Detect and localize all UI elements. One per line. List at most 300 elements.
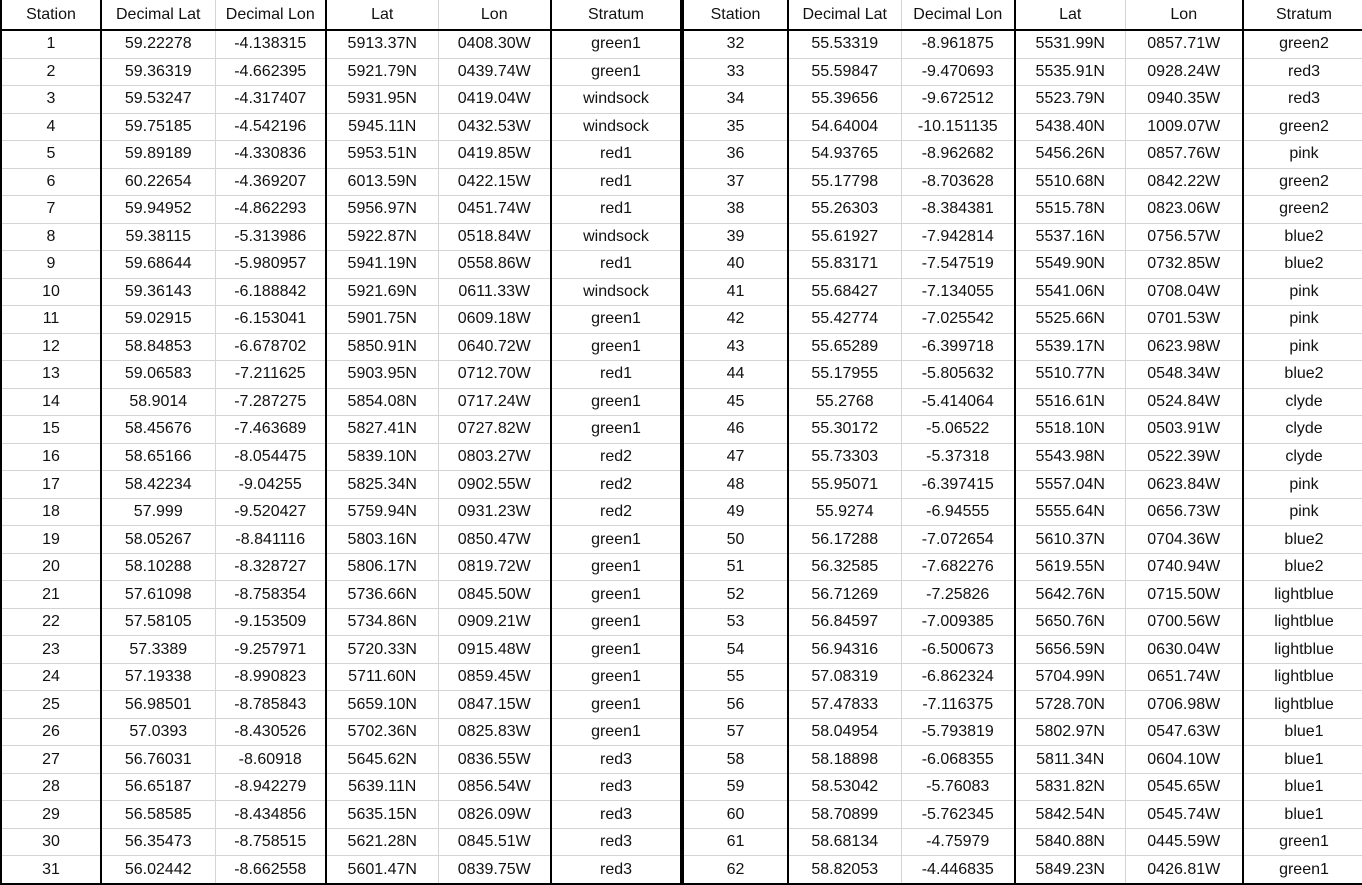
cell-lat: 5704.99N bbox=[1015, 663, 1125, 691]
cell-lat: 5541.06N bbox=[1015, 278, 1125, 306]
cell-decimal-lon: -8.384381 bbox=[901, 196, 1015, 224]
cell-station: 17 bbox=[1, 471, 101, 499]
cell-station: 61 bbox=[683, 828, 788, 856]
table-row bbox=[1, 86, 681, 114]
table-row bbox=[683, 168, 1362, 196]
table-row bbox=[1, 333, 681, 361]
column-header-station: Station bbox=[1, 0, 101, 30]
cell-lon: 0826.09W bbox=[438, 801, 551, 829]
cell-lon: 0419.04W bbox=[438, 86, 551, 114]
table-row bbox=[683, 443, 1362, 471]
cell-station: 53 bbox=[683, 608, 788, 636]
table-row bbox=[683, 278, 1362, 306]
stations-table-right bbox=[682, 0, 1362, 885]
cell-lon: 0823.06W bbox=[1125, 196, 1243, 224]
cell-lat: 5720.33N bbox=[326, 636, 438, 664]
cell-lat: 5839.10N bbox=[326, 443, 438, 471]
table-row bbox=[1, 361, 681, 389]
cell-decimal-lat: 58.82053 bbox=[788, 856, 901, 884]
table-row bbox=[683, 553, 1362, 581]
cell-decimal-lon: -7.025542 bbox=[901, 306, 1015, 334]
cell-lat: 5656.59N bbox=[1015, 636, 1125, 664]
cell-decimal-lat: 55.95071 bbox=[788, 471, 901, 499]
cell-station: 37 bbox=[683, 168, 788, 196]
cell-station: 38 bbox=[683, 196, 788, 224]
table-row bbox=[683, 856, 1362, 884]
cell-stratum: red3 bbox=[551, 856, 681, 884]
table-row bbox=[683, 86, 1362, 114]
cell-lat: 5842.54N bbox=[1015, 801, 1125, 829]
cell-lon: 0623.98W bbox=[1125, 333, 1243, 361]
header-row bbox=[1, 0, 681, 30]
cell-station: 49 bbox=[683, 498, 788, 526]
cell-lon: 0545.74W bbox=[1125, 801, 1243, 829]
cell-lat: 5543.98N bbox=[1015, 443, 1125, 471]
table-row bbox=[1, 636, 681, 664]
cell-lon: 1009.07W bbox=[1125, 113, 1243, 141]
cell-decimal-lat: 58.68134 bbox=[788, 828, 901, 856]
cell-decimal-lat: 57.08319 bbox=[788, 663, 901, 691]
cell-lon: 0928.24W bbox=[1125, 58, 1243, 86]
cell-lon: 0825.83W bbox=[438, 718, 551, 746]
table-row bbox=[1, 196, 681, 224]
cell-decimal-lat: 57.61098 bbox=[101, 581, 215, 609]
cell-stratum: green2 bbox=[1243, 168, 1362, 196]
cell-lon: 0850.47W bbox=[438, 526, 551, 554]
cell-decimal-lat: 55.2768 bbox=[788, 388, 901, 416]
cell-lon: 0432.53W bbox=[438, 113, 551, 141]
cell-lat: 5601.47N bbox=[326, 856, 438, 884]
cell-stratum: red1 bbox=[551, 141, 681, 169]
cell-decimal-lon: -7.009385 bbox=[901, 608, 1015, 636]
cell-lon: 0902.55W bbox=[438, 471, 551, 499]
cell-stratum: red1 bbox=[551, 168, 681, 196]
cell-lat: 6013.59N bbox=[326, 168, 438, 196]
table-row bbox=[683, 306, 1362, 334]
table-row bbox=[1, 773, 681, 801]
cell-decimal-lat: 58.70899 bbox=[788, 801, 901, 829]
cell-stratum: green1 bbox=[551, 608, 681, 636]
table-row bbox=[1, 113, 681, 141]
cell-lat: 5516.61N bbox=[1015, 388, 1125, 416]
cell-station: 55 bbox=[683, 663, 788, 691]
cell-stratum: green1 bbox=[551, 581, 681, 609]
table-row bbox=[1, 746, 681, 774]
cell-decimal-lat: 58.65166 bbox=[101, 443, 215, 471]
cell-lat: 5621.28N bbox=[326, 828, 438, 856]
cell-stratum: green1 bbox=[1243, 856, 1362, 884]
cell-lat: 5802.97N bbox=[1015, 718, 1125, 746]
cell-lon: 0845.51W bbox=[438, 828, 551, 856]
column-header-station: Station bbox=[683, 0, 788, 30]
cell-station: 9 bbox=[1, 251, 101, 279]
cell-decimal-lon: -8.841116 bbox=[215, 526, 326, 554]
cell-decimal-lon: -9.153509 bbox=[215, 608, 326, 636]
table-row bbox=[683, 196, 1362, 224]
cell-decimal-lat: 56.58585 bbox=[101, 801, 215, 829]
cell-decimal-lon: -9.672512 bbox=[901, 86, 1015, 114]
cell-lon: 0819.72W bbox=[438, 553, 551, 581]
cell-decimal-lat: 57.999 bbox=[101, 498, 215, 526]
cell-decimal-lon: -5.762345 bbox=[901, 801, 1015, 829]
cell-decimal-lon: -6.678702 bbox=[215, 333, 326, 361]
table-row bbox=[683, 388, 1362, 416]
cell-station: 33 bbox=[683, 58, 788, 86]
cell-decimal-lat: 55.30172 bbox=[788, 416, 901, 444]
cell-station: 60 bbox=[683, 801, 788, 829]
cell-station: 46 bbox=[683, 416, 788, 444]
cell-lat: 5921.79N bbox=[326, 58, 438, 86]
cell-decimal-lat: 55.73303 bbox=[788, 443, 901, 471]
cell-lon: 0518.84W bbox=[438, 223, 551, 251]
cell-station: 56 bbox=[683, 691, 788, 719]
cell-lon: 0547.63W bbox=[1125, 718, 1243, 746]
cell-decimal-lat: 58.18898 bbox=[788, 746, 901, 774]
table-row bbox=[683, 691, 1362, 719]
table-row bbox=[1, 856, 681, 884]
cell-lon: 0708.04W bbox=[1125, 278, 1243, 306]
table-row bbox=[683, 251, 1362, 279]
table-row bbox=[683, 471, 1362, 499]
cell-lat: 5535.91N bbox=[1015, 58, 1125, 86]
table-row bbox=[1, 58, 681, 86]
cell-station: 14 bbox=[1, 388, 101, 416]
cell-stratum: green1 bbox=[551, 416, 681, 444]
cell-station: 48 bbox=[683, 471, 788, 499]
cell-stratum: green1 bbox=[551, 526, 681, 554]
cell-lat: 5849.23N bbox=[1015, 856, 1125, 884]
cell-lat: 5759.94N bbox=[326, 498, 438, 526]
cell-decimal-lat: 56.71269 bbox=[788, 581, 901, 609]
cell-decimal-lat: 55.9274 bbox=[788, 498, 901, 526]
table-row bbox=[1, 608, 681, 636]
cell-decimal-lat: 58.53042 bbox=[788, 773, 901, 801]
cell-decimal-lat: 56.35473 bbox=[101, 828, 215, 856]
cell-station: 28 bbox=[1, 773, 101, 801]
cell-station: 7 bbox=[1, 196, 101, 224]
cell-decimal-lat: 57.19338 bbox=[101, 663, 215, 691]
cell-lat: 5702.36N bbox=[326, 718, 438, 746]
cell-decimal-lon: -4.446835 bbox=[901, 856, 1015, 884]
cell-station: 23 bbox=[1, 636, 101, 664]
table-row bbox=[683, 773, 1362, 801]
cell-lat: 5537.16N bbox=[1015, 223, 1125, 251]
cell-stratum: green1 bbox=[551, 663, 681, 691]
cell-station: 59 bbox=[683, 773, 788, 801]
cell-stratum: green1 bbox=[551, 58, 681, 86]
table-row bbox=[1, 828, 681, 856]
cell-lon: 0408.30W bbox=[438, 30, 551, 58]
column-header-decimal-lon: Decimal Lon bbox=[901, 0, 1015, 30]
cell-station: 35 bbox=[683, 113, 788, 141]
cell-decimal-lon: -9.257971 bbox=[215, 636, 326, 664]
cell-decimal-lon: -7.942814 bbox=[901, 223, 1015, 251]
table-row bbox=[683, 58, 1362, 86]
column-header-lon: Lon bbox=[1125, 0, 1243, 30]
cell-lat: 5945.11N bbox=[326, 113, 438, 141]
cell-lat: 5956.97N bbox=[326, 196, 438, 224]
column-header-stratum: Stratum bbox=[1243, 0, 1362, 30]
cell-station: 26 bbox=[1, 718, 101, 746]
cell-station: 62 bbox=[683, 856, 788, 884]
cell-decimal-lat: 56.02442 bbox=[101, 856, 215, 884]
cell-lon: 0839.75W bbox=[438, 856, 551, 884]
cell-lon: 0842.22W bbox=[1125, 168, 1243, 196]
table-row bbox=[1, 498, 681, 526]
cell-decimal-lat: 55.53319 bbox=[788, 30, 901, 58]
cell-decimal-lon: -8.434856 bbox=[215, 801, 326, 829]
cell-decimal-lat: 59.06583 bbox=[101, 361, 215, 389]
cell-stratum: red3 bbox=[551, 773, 681, 801]
cell-lat: 5619.55N bbox=[1015, 553, 1125, 581]
cell-decimal-lat: 56.17288 bbox=[788, 526, 901, 554]
cell-lon: 0451.74W bbox=[438, 196, 551, 224]
cell-decimal-lon: -4.542196 bbox=[215, 113, 326, 141]
cell-decimal-lon: -7.134055 bbox=[901, 278, 1015, 306]
cell-lon: 0803.27W bbox=[438, 443, 551, 471]
cell-decimal-lon: -4.75979 bbox=[901, 828, 1015, 856]
cell-lat: 5635.15N bbox=[326, 801, 438, 829]
cell-stratum: windsock bbox=[551, 113, 681, 141]
cell-stratum: lightblue bbox=[1243, 636, 1362, 664]
table-row bbox=[683, 636, 1362, 664]
cell-decimal-lat: 54.93765 bbox=[788, 141, 901, 169]
cell-stratum: green1 bbox=[551, 718, 681, 746]
cell-lat: 5539.17N bbox=[1015, 333, 1125, 361]
cell-decimal-lon: -6.068355 bbox=[901, 746, 1015, 774]
cell-station: 12 bbox=[1, 333, 101, 361]
table-row bbox=[683, 581, 1362, 609]
cell-decimal-lon: -6.862324 bbox=[901, 663, 1015, 691]
cell-stratum: red3 bbox=[551, 828, 681, 856]
cell-lat: 5811.34N bbox=[1015, 746, 1125, 774]
cell-station: 29 bbox=[1, 801, 101, 829]
column-header-lat: Lat bbox=[326, 0, 438, 30]
cell-decimal-lon: -8.962682 bbox=[901, 141, 1015, 169]
cell-decimal-lon: -5.805632 bbox=[901, 361, 1015, 389]
cell-decimal-lon: -4.662395 bbox=[215, 58, 326, 86]
cell-stratum: blue2 bbox=[1243, 526, 1362, 554]
cell-stratum: lightblue bbox=[1243, 663, 1362, 691]
table-row bbox=[1, 443, 681, 471]
cell-station: 44 bbox=[683, 361, 788, 389]
cell-decimal-lat: 59.36143 bbox=[101, 278, 215, 306]
cell-station: 39 bbox=[683, 223, 788, 251]
cell-decimal-lat: 59.02915 bbox=[101, 306, 215, 334]
cell-station: 6 bbox=[1, 168, 101, 196]
cell-lat: 5456.26N bbox=[1015, 141, 1125, 169]
cell-decimal-lat: 60.22654 bbox=[101, 168, 215, 196]
cell-station: 57 bbox=[683, 718, 788, 746]
cell-station: 13 bbox=[1, 361, 101, 389]
cell-decimal-lat: 55.17798 bbox=[788, 168, 901, 196]
cell-station: 34 bbox=[683, 86, 788, 114]
cell-decimal-lat: 56.76031 bbox=[101, 746, 215, 774]
table-row bbox=[1, 663, 681, 691]
cell-stratum: green2 bbox=[1243, 30, 1362, 58]
cell-stratum: blue1 bbox=[1243, 718, 1362, 746]
cell-stratum: green1 bbox=[551, 306, 681, 334]
cell-decimal-lon: -5.980957 bbox=[215, 251, 326, 279]
header-row bbox=[683, 0, 1362, 30]
table-row bbox=[1, 251, 681, 279]
cell-lon: 0623.84W bbox=[1125, 471, 1243, 499]
cell-decimal-lat: 58.05267 bbox=[101, 526, 215, 554]
cell-station: 21 bbox=[1, 581, 101, 609]
cell-station: 54 bbox=[683, 636, 788, 664]
cell-decimal-lon: -6.94555 bbox=[901, 498, 1015, 526]
cell-station: 36 bbox=[683, 141, 788, 169]
cell-stratum: pink bbox=[1243, 141, 1362, 169]
cell-decimal-lon: -7.287275 bbox=[215, 388, 326, 416]
table-row bbox=[683, 498, 1362, 526]
cell-station: 11 bbox=[1, 306, 101, 334]
cell-lon: 0419.85W bbox=[438, 141, 551, 169]
cell-lat: 5803.16N bbox=[326, 526, 438, 554]
column-header-decimal-lat: Decimal Lat bbox=[788, 0, 901, 30]
cell-decimal-lon: -6.500673 bbox=[901, 636, 1015, 664]
cell-lon: 0856.54W bbox=[438, 773, 551, 801]
cell-decimal-lon: -5.793819 bbox=[901, 718, 1015, 746]
cell-lon: 0717.24W bbox=[438, 388, 551, 416]
cell-lat: 5922.87N bbox=[326, 223, 438, 251]
cell-decimal-lat: 56.32585 bbox=[788, 553, 901, 581]
cell-lat: 5645.62N bbox=[326, 746, 438, 774]
cell-station: 5 bbox=[1, 141, 101, 169]
table-row bbox=[683, 663, 1362, 691]
cell-decimal-lat: 55.39656 bbox=[788, 86, 901, 114]
cell-decimal-lon: -8.961875 bbox=[901, 30, 1015, 58]
cell-lon: 0712.70W bbox=[438, 361, 551, 389]
cell-lon: 0545.65W bbox=[1125, 773, 1243, 801]
cell-lon: 0857.71W bbox=[1125, 30, 1243, 58]
cell-lon: 0847.15W bbox=[438, 691, 551, 719]
table-row bbox=[1, 141, 681, 169]
cell-decimal-lat: 59.53247 bbox=[101, 86, 215, 114]
cell-station: 43 bbox=[683, 333, 788, 361]
column-header-lon: Lon bbox=[438, 0, 551, 30]
cell-stratum: blue1 bbox=[1243, 801, 1362, 829]
cell-decimal-lon: -7.072654 bbox=[901, 526, 1015, 554]
cell-decimal-lat: 57.58105 bbox=[101, 608, 215, 636]
cell-decimal-lon: -6.153041 bbox=[215, 306, 326, 334]
cell-decimal-lat: 59.22278 bbox=[101, 30, 215, 58]
cell-stratum: blue2 bbox=[1243, 223, 1362, 251]
cell-lon: 0845.50W bbox=[438, 581, 551, 609]
cell-station: 47 bbox=[683, 443, 788, 471]
cell-decimal-lon: -4.330836 bbox=[215, 141, 326, 169]
cell-decimal-lon: -4.317407 bbox=[215, 86, 326, 114]
cell-lat: 5831.82N bbox=[1015, 773, 1125, 801]
cell-lon: 0640.72W bbox=[438, 333, 551, 361]
cell-decimal-lon: -4.862293 bbox=[215, 196, 326, 224]
cell-station: 18 bbox=[1, 498, 101, 526]
cell-decimal-lon: -8.60918 bbox=[215, 746, 326, 774]
cell-station: 51 bbox=[683, 553, 788, 581]
cell-decimal-lat: 59.89189 bbox=[101, 141, 215, 169]
cell-stratum: blue2 bbox=[1243, 251, 1362, 279]
table-row bbox=[683, 416, 1362, 444]
cell-lon: 0740.94W bbox=[1125, 553, 1243, 581]
cell-lon: 0859.45W bbox=[438, 663, 551, 691]
cell-lon: 0656.73W bbox=[1125, 498, 1243, 526]
cell-station: 31 bbox=[1, 856, 101, 884]
cell-lon: 0524.84W bbox=[1125, 388, 1243, 416]
cell-lat: 5557.04N bbox=[1015, 471, 1125, 499]
cell-stratum: pink bbox=[1243, 278, 1362, 306]
table-row bbox=[1, 526, 681, 554]
cell-stratum: lightblue bbox=[1243, 691, 1362, 719]
table-row bbox=[1, 306, 681, 334]
cell-lat: 5854.08N bbox=[326, 388, 438, 416]
cell-stratum: green1 bbox=[1243, 828, 1362, 856]
cell-lat: 5825.34N bbox=[326, 471, 438, 499]
cell-lat: 5639.11N bbox=[326, 773, 438, 801]
cell-station: 27 bbox=[1, 746, 101, 774]
cell-decimal-lat: 56.84597 bbox=[788, 608, 901, 636]
cell-lon: 0915.48W bbox=[438, 636, 551, 664]
cell-lat: 5827.41N bbox=[326, 416, 438, 444]
cell-station: 4 bbox=[1, 113, 101, 141]
cell-lat: 5531.99N bbox=[1015, 30, 1125, 58]
cell-lon: 0611.33W bbox=[438, 278, 551, 306]
cell-decimal-lat: 55.61927 bbox=[788, 223, 901, 251]
cell-station: 22 bbox=[1, 608, 101, 636]
cell-lat: 5610.37N bbox=[1015, 526, 1125, 554]
cell-decimal-lat: 55.65289 bbox=[788, 333, 901, 361]
cell-decimal-lon: -8.785843 bbox=[215, 691, 326, 719]
cell-lat: 5525.66N bbox=[1015, 306, 1125, 334]
cell-decimal-lon: -7.25826 bbox=[901, 581, 1015, 609]
cell-stratum: blue2 bbox=[1243, 361, 1362, 389]
table-row bbox=[683, 608, 1362, 636]
cell-stratum: red1 bbox=[551, 251, 681, 279]
cell-decimal-lat: 59.36319 bbox=[101, 58, 215, 86]
cell-lat: 5736.66N bbox=[326, 581, 438, 609]
cell-decimal-lon: -7.463689 bbox=[215, 416, 326, 444]
cell-stratum: pink bbox=[1243, 333, 1362, 361]
cell-decimal-lon: -9.04255 bbox=[215, 471, 326, 499]
cell-station: 24 bbox=[1, 663, 101, 691]
cell-station: 1 bbox=[1, 30, 101, 58]
cell-decimal-lon: -8.703628 bbox=[901, 168, 1015, 196]
cell-stratum: red3 bbox=[1243, 58, 1362, 86]
cell-decimal-lat: 58.42234 bbox=[101, 471, 215, 499]
cell-stratum: blue2 bbox=[1243, 553, 1362, 581]
cell-stratum: red3 bbox=[1243, 86, 1362, 114]
cell-decimal-lat: 59.68644 bbox=[101, 251, 215, 279]
cell-decimal-lat: 56.98501 bbox=[101, 691, 215, 719]
cell-station: 15 bbox=[1, 416, 101, 444]
cell-stratum: green2 bbox=[1243, 113, 1362, 141]
column-header-decimal-lon: Decimal Lon bbox=[215, 0, 326, 30]
cell-lon: 0439.74W bbox=[438, 58, 551, 86]
cell-decimal-lon: -8.430526 bbox=[215, 718, 326, 746]
cell-lon: 0940.35W bbox=[1125, 86, 1243, 114]
cell-decimal-lat: 55.83171 bbox=[788, 251, 901, 279]
table-row bbox=[683, 746, 1362, 774]
cell-stratum: pink bbox=[1243, 306, 1362, 334]
cell-decimal-lat: 58.10288 bbox=[101, 553, 215, 581]
table-row bbox=[683, 526, 1362, 554]
table-row bbox=[1, 718, 681, 746]
table-row bbox=[683, 141, 1362, 169]
cell-lon: 0857.76W bbox=[1125, 141, 1243, 169]
cell-lat: 5518.10N bbox=[1015, 416, 1125, 444]
cell-station: 30 bbox=[1, 828, 101, 856]
table-row bbox=[1, 553, 681, 581]
table-row bbox=[1, 168, 681, 196]
